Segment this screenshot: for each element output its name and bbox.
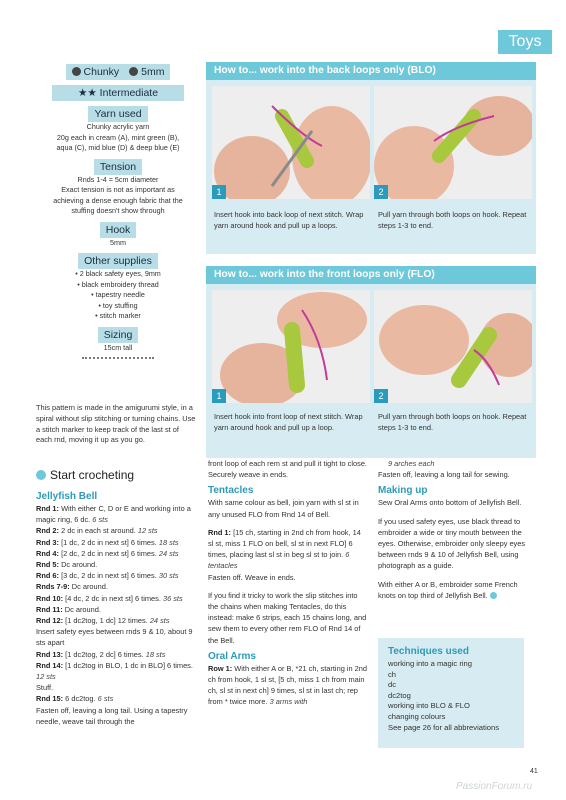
making-up-text: Sew Oral Arms onto bottom of Jellyfish Bell. (378, 498, 522, 508)
step-number-badge: 1 (212, 185, 226, 199)
technique-item: dc2tog (388, 690, 411, 700)
yarn-line: Chunky acrylic yarn (86, 122, 150, 131)
blo-step1-photo (212, 86, 370, 199)
jellyfish-bell-section (36, 490, 196, 727)
technique-item: working into BLO & FLO (388, 701, 470, 711)
yarn-used-heading: Yarn used (88, 106, 147, 122)
round-instruction: Rnds 7-9: Dc around. (36, 582, 108, 592)
hook-heading: Hook (100, 222, 137, 238)
hands-crochet-image (374, 290, 532, 403)
jellyfish-bell-heading: Jellyfish Bell (36, 491, 98, 502)
supply-item: • black embroidery thread (77, 279, 159, 289)
dotted-divider (82, 357, 154, 359)
intro-text: This pattern is made in the amigurumi style, in a spiral without slip stitching or turning chains. Use a stitch marker to keep track of the last st of each rnd, moving it up as you go. (36, 403, 196, 445)
round-instruction: Rnd 12: [1 dc2tog, 1 dc] 12 times. 24 sts (36, 616, 170, 626)
yarn-line: aqua (C), mid blue (D) & deep blue (E) (56, 143, 180, 152)
round-instruction: Rnd 13: [1 dc2tog, 2 dc] 6 times. 18 sts (36, 649, 166, 659)
hands-crochet-image (212, 86, 370, 199)
arches-count: 9 arches each (388, 459, 435, 468)
blo-panel-title: How to... work into the back loops only (BLO) (206, 62, 536, 80)
hook-icon (129, 67, 138, 76)
fasten-note: Fasten off, leaving a long tail for sewing. (378, 470, 510, 480)
tentacles-section (208, 458, 368, 708)
tension-heading: Tension (94, 159, 142, 175)
tension-line: Rnds 1-4 = 5cm diameter (77, 174, 159, 184)
fasten-note: Fasten off, leaving a long tail. Using a tapestry needle, weave tail through the (36, 705, 188, 726)
round-instruction: Rnd 6: [3 dc, 2 dc in next st] 6 times. 30 sts (36, 571, 179, 581)
blo-step1-caption: Insert hook into back loop of next stitch. Wrap yarn around hook and pull up a loops. (214, 210, 364, 230)
spec-bar (66, 64, 171, 80)
blo-step2-photo (374, 86, 532, 199)
technique-item: changing colours (388, 711, 446, 721)
start-heading-text: Start crocheting (50, 468, 135, 482)
supply-item: • stitch marker (95, 311, 141, 320)
hook-value: 5mm (110, 237, 126, 247)
eyes-instruction: If you used safety eyes, use black thread to embroider a wide or tiny mouth between the eyes. Otherwise, embroider only sleepy eyes between rnds 9 & 10 of Jellyfish Bell, using photograph as a guide. (378, 516, 526, 571)
yarn-ball-icon (72, 67, 81, 76)
page-number: 41 (530, 768, 538, 775)
round-instruction: Rnd 3: [1 dc, 2 dc in next st] 6 times. 18 sts (36, 537, 179, 547)
step-number-badge: 2 (374, 185, 388, 199)
tentacles-heading: Tentacles (208, 485, 254, 497)
round-instruction: Rnd 11: Dc around. (36, 604, 101, 614)
blo-step2-caption: Pull yarn through both loops on hook. Repeat steps 1-3 to end. (378, 210, 527, 230)
tension-line: stuffing doesn't show through (71, 206, 165, 215)
techniques-heading: Techniques used (388, 646, 469, 657)
pattern-info (36, 62, 200, 359)
round-instruction: Rnd 14: [1 dc2tog in BLO, 1 dc in BLO] 6 times. 12 sts (36, 660, 193, 682)
step-number-badge: 2 (374, 389, 388, 403)
round-instruction: Rnd 5: Dc around. (36, 560, 98, 570)
start-crocheting-heading (36, 468, 134, 482)
supply-item: • toy stuffing (98, 300, 138, 310)
sizing-heading: Sizing (98, 327, 139, 343)
sizing-value: 15cm tall (103, 342, 133, 352)
fasten-note: Fasten off. Weave in ends. (208, 572, 296, 582)
technique-item: See page 26 for all abbreviations (388, 722, 500, 732)
continued-text: front loop of each rem st and pull it tight to close. Securely weave in ends. (208, 459, 367, 480)
supply-item: • tapestry needle (91, 290, 145, 299)
tentacles-intro: With same colour as bell, join yarn with sl st in any unused FLO from Rnd 14 of Bell. (208, 498, 359, 519)
flo-step1-caption: Insert hook into front loop of next stitch. Wrap yarn around hook and pull up a loop. (214, 412, 363, 432)
flo-step2-photo (374, 290, 532, 403)
bullet-dot-icon (36, 470, 46, 480)
supplies-heading: Other supplies (78, 253, 158, 269)
row-instruction: Row 1: With either A or B, *21 ch, starting in 2nd ch from hook, 1 sl st, [5 ch, miss 1 ch from main ch, sl st in next ch] 9 times, sl st in last ch; rep from * twice more. 3 arms with (208, 663, 367, 707)
technique-item: ch (388, 669, 397, 679)
round-instruction: Rnd 15: 6 dc2tog. 6 sts (36, 694, 114, 704)
technique-item: dc (388, 680, 397, 690)
blo-panel (206, 62, 536, 254)
hands-crochet-image (374, 86, 532, 199)
round-instruction: Rnd 2: 2 dc in each st around. 12 sts (36, 526, 158, 536)
step-number-badge: 1 (212, 389, 226, 403)
tension-line: achieving a dense enough fabric that the (53, 195, 183, 205)
round-instruction: Rnd 10: [4 dc, 2 dc in next st] 6 times. 36 sts (36, 593, 183, 603)
oral-arms-heading: Oral Arms (208, 650, 256, 662)
making-up-heading: Making up (378, 485, 428, 497)
yarn-line: 20g each in cream (A), mint green (B), (56, 132, 180, 142)
hands-crochet-image (212, 290, 370, 403)
tension-line: Exact tension is not as important as (61, 185, 175, 194)
technique-item: working into a magic ring (388, 659, 472, 668)
making-up-section (378, 458, 528, 601)
eyes-note: Insert safety eyes between rnds 9 & 10, about 9 sts apart (36, 627, 193, 648)
tip-text: If you find it tricky to work the slip stitches into the chains when making Tentacles, do this instead: make 6 strips, each 15 chains long, and sew them to every other rem FLO of Rnd 14 of the Bell. (208, 590, 367, 645)
flo-step1-photo (212, 290, 370, 403)
yarn-weight: Chunky (83, 66, 120, 78)
flo-panel (206, 266, 536, 458)
supply-item: • 2 black safety eyes, 9mm (75, 269, 161, 278)
watermark: PassionForum.ru (456, 781, 533, 792)
end-dot-icon (490, 592, 497, 599)
techniques-box (378, 638, 524, 748)
round-instruction: Rnd 4: [2 dc, 2 dc in next st] 6 times. 24 sts (36, 548, 179, 558)
techniques-list (388, 659, 514, 733)
flo-step2-caption: Pull yarn through both loops on hook. Repeat steps 1-3 to end. (378, 412, 527, 432)
stuff-note: Stuff. (36, 683, 54, 693)
round-instruction: Rnd 1: With either C, D or E and working into a magic ring, 6 dc. 6 sts (36, 504, 191, 525)
french-knots-instruction: With either A or B, embroider some French knots on top third of Jellyfish Bell. (378, 579, 518, 600)
hook-size: 5mm (141, 66, 165, 78)
difficulty-badge: ★★ Intermediate (52, 85, 184, 101)
flo-panel-title: How to... work into the front loops only (FLO) (206, 266, 536, 284)
section-tab: Toys (498, 30, 552, 54)
round-instruction: Rnd 1: [15 ch, starting in 2nd ch from hook, 14 sl st, miss 1 FLO on bell, sl st in next FLO] 6 times, placing last sl st in beg sl st to join. 6 tentacles (208, 527, 361, 571)
